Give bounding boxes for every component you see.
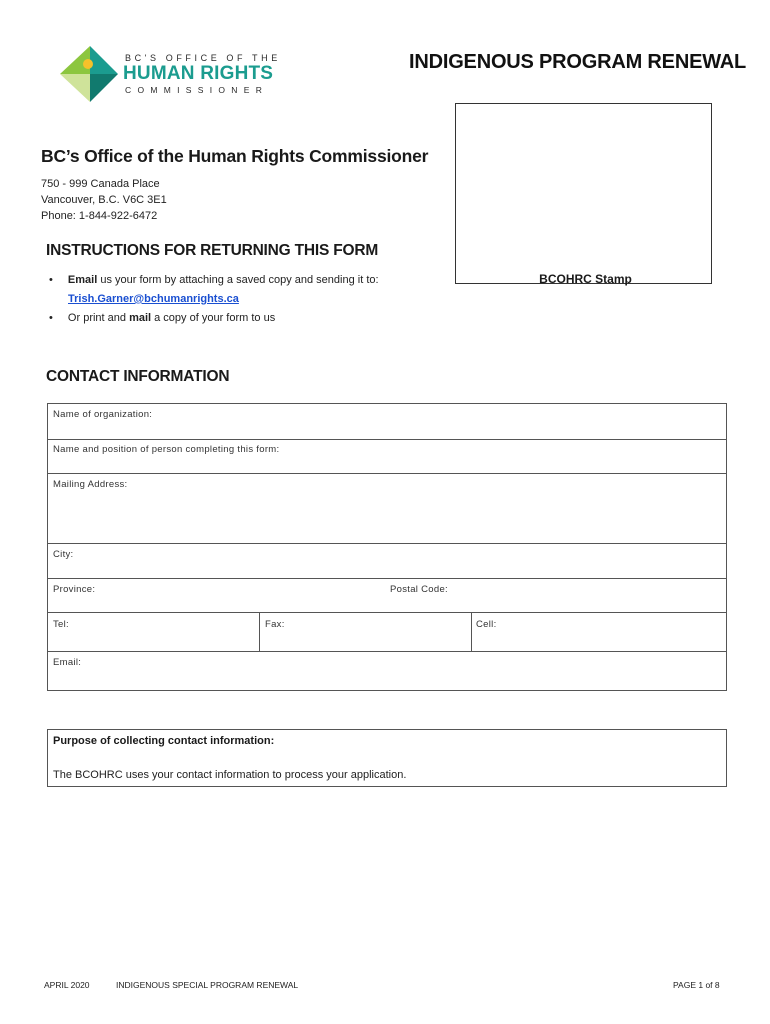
logo-text-bottom: COMMISSIONER	[125, 85, 269, 95]
email-field[interactable]: Email:	[53, 657, 82, 668]
contact-form-table	[47, 403, 727, 691]
column-divider	[471, 612, 472, 651]
mail-instruction-pre: Or print and	[67, 312, 130, 324]
address-line-1: 750 - 999 Canada Place	[41, 178, 160, 190]
contact-heading: CONTACT INFORMATION	[46, 368, 230, 385]
bullet-icon: •	[49, 312, 53, 324]
email-instruction-text: us your form by attaching a saved copy and sending it to:	[97, 274, 379, 286]
column-divider	[259, 612, 260, 651]
row-divider	[48, 651, 726, 652]
stamp-box	[455, 103, 712, 284]
postal-code-field[interactable]: Postal Code:	[390, 584, 448, 595]
footer-title: INDIGENOUS SPECIAL PROGRAM RENEWAL	[116, 980, 299, 990]
mail-bold-word: mail	[129, 312, 152, 324]
row-divider	[48, 439, 726, 440]
person-position-field[interactable]: Name and position of person completing this form:	[53, 444, 280, 455]
bullet-icon: •	[49, 274, 53, 286]
purpose-heading: Purpose of collecting contact information:	[53, 735, 275, 747]
document-title: INDIGENOUS PROGRAM RENEWAL	[409, 51, 747, 73]
stamp-label: BCOHRC Stamp	[539, 272, 632, 286]
instruction-email-item	[49, 274, 379, 286]
mail-instruction-post: a copy of your form to us	[151, 312, 276, 324]
purpose-text: The BCOHRC uses your contact information to process your application.	[53, 769, 407, 781]
mailing-address-field[interactable]: Mailing Address:	[53, 479, 128, 490]
province-field[interactable]: Province:	[53, 584, 96, 595]
city-field[interactable]: City:	[53, 549, 74, 560]
footer-page-number: PAGE 1 of 8	[673, 980, 720, 990]
office-name: BC’s Office of the Human Rights Commissioner	[41, 146, 429, 166]
fax-field[interactable]: Fax:	[265, 619, 285, 630]
cell-field[interactable]: Cell:	[476, 619, 497, 630]
address-line-2: Vancouver, B.C. V6C 3E1	[41, 194, 167, 206]
organization-name-field[interactable]: Name of organization:	[53, 409, 153, 420]
email-bold-word: Email	[67, 274, 98, 286]
row-divider	[48, 473, 726, 474]
purpose-box	[47, 729, 727, 787]
phone-number: Phone: 1-844-922-6472	[41, 210, 158, 222]
logo-text-top: BC'S OFFICE OF THE	[125, 53, 281, 63]
row-divider	[48, 612, 726, 613]
email-address-link[interactable]: Trish.Garner@bchumanrights.ca	[68, 293, 239, 305]
instruction-mail-item	[49, 312, 275, 324]
row-divider	[48, 578, 726, 579]
tel-field[interactable]: Tel:	[53, 619, 69, 630]
footer-date: APRIL 2020	[44, 980, 90, 990]
logo-text-main: HUMAN RIGHTS	[123, 63, 274, 84]
instructions-heading: INSTRUCTIONS FOR RETURNING THIS FORM	[46, 242, 379, 259]
row-divider	[48, 543, 726, 544]
